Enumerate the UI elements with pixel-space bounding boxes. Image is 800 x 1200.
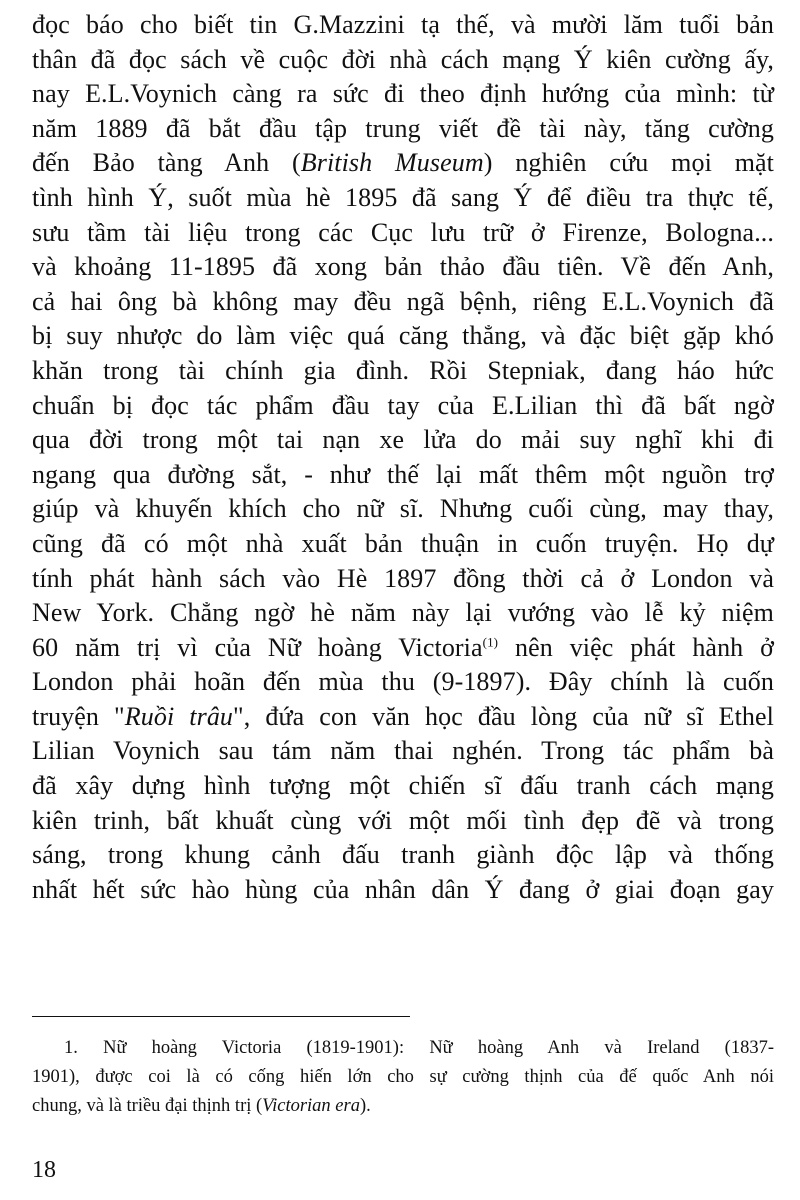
footnote (32, 1034, 774, 1121)
book-page (32, 8, 774, 1188)
footnote-separator (32, 1016, 410, 1017)
body-line: tình hình Ý, suốt mùa hè 1895 đã sang Ý để điều tra thực tế, (32, 182, 774, 212)
footnote-italic-term: Victorian era (262, 1096, 360, 1116)
footnote-text: chung, và là triều đại thịnh trị ( (32, 1096, 263, 1116)
body-line: năm 1889 đã bắt đầu tập trung viết đề tài này, tăng cường (32, 113, 774, 143)
body-line: và khoảng 11-1895 đã xong bản thảo đầu tiên. Về đến Anh, (32, 252, 774, 282)
body-line: London phải hoãn đến mùa thu (9-1897). Đây chính là cuốn (32, 667, 774, 697)
body-text-segment: nên việc phát hành ở (498, 632, 774, 662)
footnote-text: ). (359, 1096, 371, 1116)
footnote-ref: (1) (482, 634, 499, 650)
body-line: cũng đã có một nhà xuất bản thuận in cuốn truyện. Họ dự (32, 528, 774, 558)
body-line (32, 700, 774, 735)
body-line (32, 146, 774, 181)
body-line: bị suy nhược do làm việc quá căng thẳng, và đặc biệt gặp khó (32, 321, 774, 351)
body-line: nhất hết sức hào hùng của nhân dân Ý đang ở giai đoạn gay (32, 874, 774, 904)
body-line: Lilian Voynich sau tám năm thai nghén. Trong tác phẩm bà (32, 736, 774, 766)
body-line: New York. Chẳng ngờ hè năm này lại vướng vào lễ kỷ niệm (32, 598, 774, 628)
body-line: khăn trong tài chính gia đình. Rồi Stepniak, đang háo hức (32, 355, 774, 385)
body-line: nay E.L.Voynich càng ra sức đi theo định hướng của mình: từ (32, 79, 774, 109)
body-line: tính phát hành sách vào Hè 1897 đồng thời cả ở London và (32, 563, 774, 593)
body-line: ngang qua đường sắt, - như thế lại mất thêm một nguồn trợ (32, 459, 774, 489)
footnote-line: 1. Nữ hoàng Victoria (1819-1901): Nữ hoàng Anh và Ireland (1837- (64, 1038, 774, 1058)
body-line (32, 631, 774, 666)
body-line: kiên trinh, bất khuất cùng với một mối tình đẹp đẽ và trong (32, 805, 774, 835)
footnote-line (32, 1092, 774, 1121)
body-line: qua đời trong một tai nạn xe lửa do mải suy nghĩ khi đi (32, 425, 774, 455)
page-number: 18 (32, 1157, 56, 1183)
body-text-segment: đến Bảo tàng Anh ( (32, 148, 301, 178)
footnote-line: 1901), được coi là có cống hiến lớn cho sự cường thịnh của đế quốc Anh nói (32, 1067, 774, 1087)
body-line: sưu tầm tài liệu trong các Cục lưu trữ ở Firenze, Bologna... (32, 217, 774, 247)
body-line: cả hai ông bà không may đều ngã bệnh, riêng E.L.Voynich đã (32, 286, 774, 316)
body-text-segment: ) nghiên cứu mọi mặt (483, 148, 774, 178)
italic-term: Ruồi trâu (124, 701, 234, 731)
body-line: đọc báo cho biết tin G.Mazzini tạ thế, và mười lăm tuổi bản (32, 10, 774, 39)
body-text-segment: 60 năm trị vì của Nữ hoàng Victoria (32, 632, 483, 662)
body-line: đã xây dựng hình tượng một chiến sĩ đấu tranh cách mạng (32, 771, 774, 801)
body-text-segment: truyện " (32, 701, 125, 731)
body-line: chuẩn bị đọc tác phẩm đầu tay của E.Lilian thì đã bất ngờ (32, 390, 774, 420)
body-text-segment: ", đứa con văn học đầu lòng của nữ sĩ Ethel (233, 701, 774, 731)
italic-term: British Museum (300, 148, 484, 178)
body-line: giúp và khuyến khích cho nữ sĩ. Nhưng cuối cùng, may thay, (32, 494, 774, 524)
body-line: thân đã đọc sách về cuộc đời nhà cách mạng Ý kiên cường ấy, (32, 44, 774, 74)
body-line: sáng, trong khung cảnh đấu tranh giành độc lập và thống (32, 840, 774, 870)
body-text (32, 8, 774, 907)
